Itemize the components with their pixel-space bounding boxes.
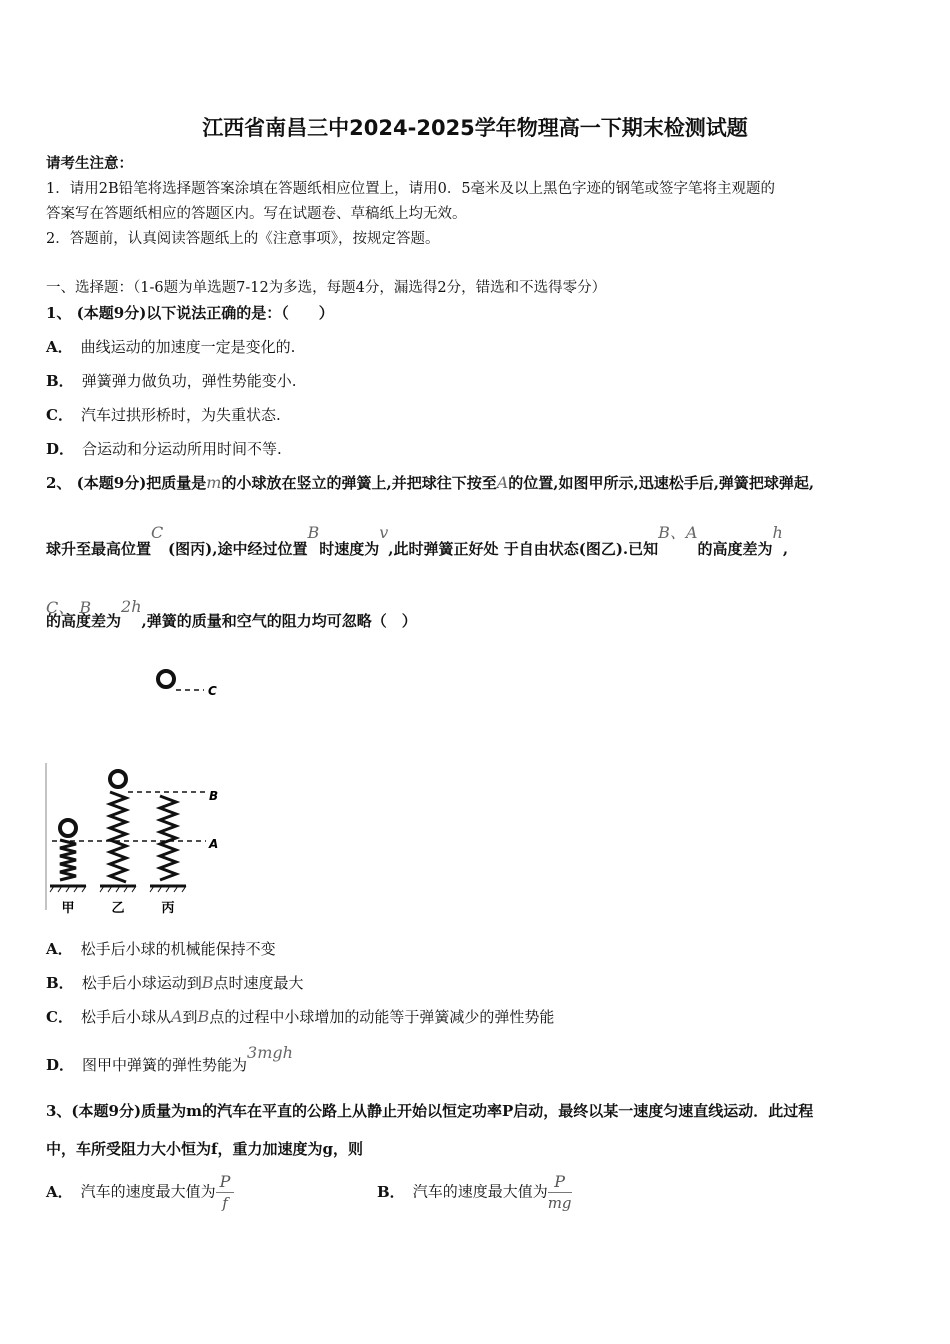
q2-text: ,: [782, 540, 789, 558]
q1-option-a: [46, 336, 295, 357]
section-heading: 一、选择题：（1-6题为单选题7-12为多选，每题4分，漏选得2分，错选和不选得零分）: [46, 280, 607, 296]
q2-text: 球升至最高位置: [46, 540, 152, 558]
var-3mgh: 3mgh: [247, 1043, 293, 1062]
option-letter: D．: [46, 440, 75, 458]
var-cb: C、 B: [46, 598, 92, 617]
q2-text: 的小球放在竖立的弹簧上,并把球往下按至: [221, 474, 497, 492]
var-a: A: [170, 1007, 183, 1026]
q3-stem-line-1: [46, 1100, 813, 1121]
spring-yi: [100, 771, 136, 892]
q3-text: 3、(本题9分)质量为m的汽车在平直的公路上从静止开始以恒定功率P启动，最终以某一速度匀速直线运动．此过程: [46, 1102, 814, 1120]
notice-line-3: 2．答题前，认真阅读答题纸上的《注意事项》，按规定答题。: [46, 231, 440, 247]
spring-figure: [40, 660, 240, 920]
option-text: 汽车的速度最大值为: [80, 1182, 216, 1201]
denominator: mg: [547, 1194, 572, 1212]
notice-line-1: 1．请用2B铅笔将选择题答案涂填在答题纸相应位置上，请用0．5毫米及以上黑色字迹的钢笔或签字笔将主观题的: [46, 181, 776, 197]
q1-stem: 1、 (本题9分)以下说法正确的是：（ ）: [46, 304, 334, 322]
q2-option-a: [46, 938, 276, 959]
q2-option-d: [46, 1042, 293, 1074]
q2-text: 的位置,如图甲所示,迅速松手后,弹簧把球弹起,: [508, 474, 815, 492]
q2-option-b: [46, 972, 303, 993]
denominator: f: [222, 1194, 228, 1212]
option-text: 图甲中弹簧的弹性势能为: [82, 1056, 248, 1074]
notice-line-2: 答案写在答题纸相应的答题区内。写在试题卷、草稿纸上均无效。: [46, 206, 467, 222]
label-jia: 甲: [61, 901, 75, 916]
option-letter: A．: [46, 940, 73, 958]
q2-text: 时速度为: [319, 540, 380, 558]
q2-text: 的高度差为: [697, 540, 773, 558]
q3-option-b: [377, 1172, 572, 1213]
var-h: h: [772, 523, 783, 542]
label-b: B: [209, 789, 219, 803]
fraction-p-over-f: [216, 1172, 235, 1213]
q3-text: 中，车所受阻力大小恒为f，重力加速度为g，则: [46, 1140, 363, 1158]
option-text: 点时速度最大: [213, 974, 304, 992]
option-letter: A．: [46, 1182, 73, 1201]
option-text: 松手后小球运动到: [81, 974, 202, 992]
var-m: m: [206, 473, 222, 492]
var-b: B: [197, 1007, 210, 1026]
q2-stem-line-1: [46, 472, 814, 493]
var-ba: B、A: [658, 523, 698, 542]
spring-jia: [50, 820, 86, 892]
q2-text: (图丙),途中经过位置: [168, 540, 308, 558]
option-letter: B．: [46, 372, 74, 390]
var-v: v: [379, 523, 389, 542]
var-a: A: [496, 473, 509, 492]
q1-option-b: [46, 370, 296, 391]
q2-text: 的高度差为: [46, 612, 122, 630]
fraction-p-over-mg: [548, 1172, 572, 1213]
q1-option-d: [46, 438, 282, 459]
option-text: 合运动和分运动所用时间不等.: [82, 440, 282, 458]
var-c: C: [151, 523, 164, 542]
label-a: A: [209, 837, 219, 851]
option-text: 松手后小球的机械能保持不变: [80, 940, 276, 958]
var-b: B: [201, 973, 214, 992]
q3-stem-line-2: [46, 1138, 363, 1159]
q2-stem-line-2: [46, 520, 789, 558]
option-text: 曲线运动的加速度一定是变化的.: [80, 338, 296, 356]
q3-option-a: [46, 1172, 234, 1213]
q1-option-c: [46, 404, 281, 425]
option-text: 弹簧弹力做负功，弹性势能变小.: [81, 372, 297, 390]
option-letter: B．: [377, 1182, 405, 1201]
option-text: 汽车过拱形桥时，为失重状态.: [80, 406, 281, 424]
var-2h: 2h: [121, 597, 142, 616]
numerator: P: [548, 1172, 572, 1193]
numerator: P: [216, 1172, 235, 1193]
option-letter: C．: [46, 1008, 73, 1026]
q2-text: ,此时弹簧正好处 于自由状态(图乙).已知: [388, 540, 659, 558]
option-letter: B．: [46, 974, 74, 992]
option-letter: C．: [46, 406, 73, 424]
page-title: 江西省南昌三中2024-2025学年物理高一下期末检测试题: [202, 116, 748, 140]
q2-option-c: [46, 1006, 554, 1027]
option-text: 汽车的速度最大值为: [412, 1182, 548, 1201]
spring-bing: [150, 796, 186, 892]
q2-text: 2、 (本题9分)把质量是: [46, 474, 207, 492]
label-c: C: [208, 684, 217, 698]
notice-heading: 请考生注意：: [46, 155, 133, 172]
label-yi: 乙: [111, 901, 125, 916]
q2-text: ,弹簧的质量和空气的阻力均可忽略（ ）: [141, 612, 417, 630]
option-text: 点的过程中小球增加的动能等于弹簧减少的弹性势能: [209, 1008, 555, 1026]
ball-c: [158, 671, 204, 690]
option-letter: D．: [46, 1056, 75, 1074]
label-bing: 丙: [161, 901, 175, 916]
option-text: 松手后小球从: [80, 1008, 171, 1026]
var-b: B: [307, 523, 320, 542]
option-letter: A．: [46, 338, 73, 356]
option-text: 到: [182, 1008, 198, 1026]
